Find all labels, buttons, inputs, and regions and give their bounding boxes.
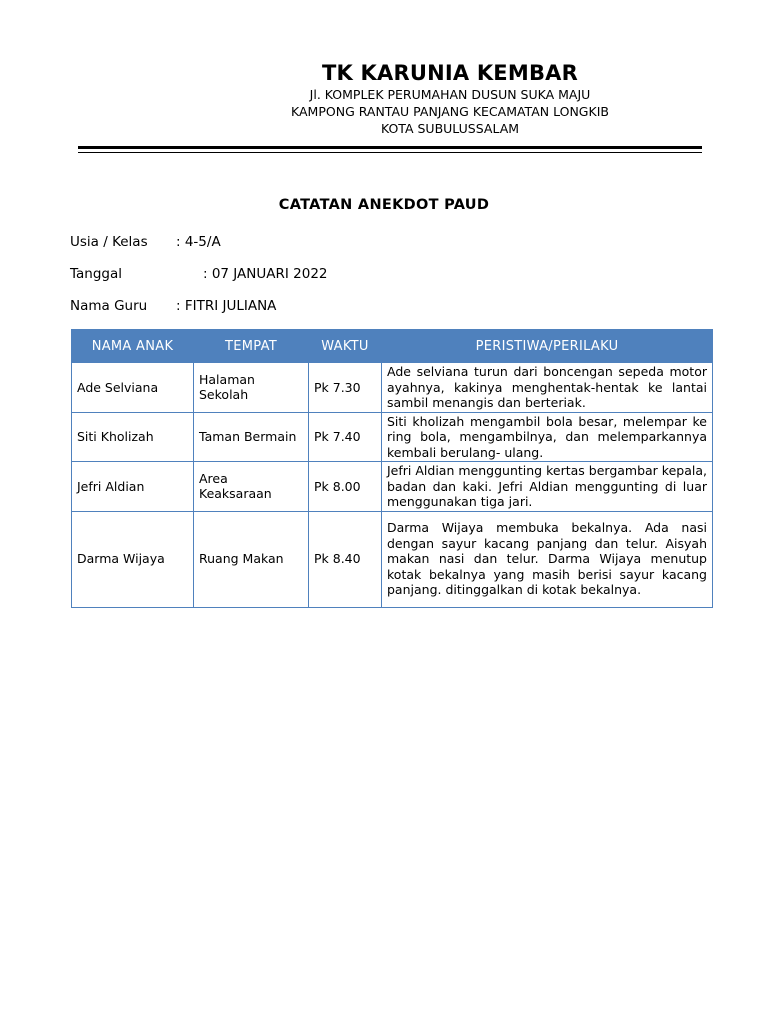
cell-place: Ruang Makan [194,511,309,607]
age-class-label: Usia / Kelas [70,234,148,250]
letterhead-divider-thick [78,146,702,149]
anecdote-table [71,329,713,608]
cell-place: Area Keaksaraan [194,462,309,512]
cell-child-name: Darma Wijaya [72,511,194,607]
table-row [72,363,713,413]
address-line-2: KAMPONG RANTAU PANJANG KECAMATAN LONGKIB [291,104,609,119]
table-row [72,462,713,512]
date-value: : 07 JANUARI 2022 [203,266,328,282]
table-header-row [72,330,713,363]
cell-child-name: Jefri Aldian [72,462,194,512]
document-title: CATATAN ANEKDOT PAUD [278,197,490,213]
address-line-3: KOTA SUBULUSSALAM [380,121,520,136]
cell-place: Taman Bermain [194,412,309,462]
cell-time: Pk 7.30 [309,363,382,413]
cell-event: Darma Wijaya membuka bekalnya. Ada nasi dengan sayur kacang panjang dan telur. Aisyah makan nasi dan telur. Darma Wijaya menutup kotak bekalnya yang masih berisi sayur kacang panjang. ditinggalkan di kotak bekalnya. [382,511,713,607]
school-name: TK KARUNIA KEMBAR [322,61,578,85]
cell-child-name: Ade Selviana [72,363,194,413]
date-label: Tanggal [70,266,123,282]
teacher-label: Nama Guru [70,298,148,314]
table-row [72,412,713,462]
cell-event: Siti kholizah mengambil bola besar, melempar ke ring bola, mengambilnya, dan melemparkannya kembali berulang- ulang. [382,412,713,462]
cell-event: Jefri Aldian menggunting kertas bergambar kepala, badan dan kaki. Jefri Aldian menggunting di luar menggunakan tiga jari. [382,462,713,512]
letterhead-divider-thin [78,152,702,153]
cell-time: Pk 8.00 [309,462,382,512]
column-header-place: TEMPAT [194,330,309,363]
cell-place: Halaman Sekolah [194,363,309,413]
address-line-1: Jl. KOMPLEK PERUMAHAN DUSUN SUKA MAJU [309,87,591,102]
cell-event: Ade selviana turun dari boncengan sepeda motor ayahnya, kakinya menghentak-hentak ke lantai sambil menangis dan berteriak. [382,363,713,413]
column-header-time: WAKTU [309,330,382,363]
cell-child-name: Siti Kholizah [72,412,194,462]
letterhead [180,60,720,137]
age-class-value: : 4-5/A [176,234,221,250]
cell-time: Pk 7.40 [309,412,382,462]
cell-time: Pk 8.40 [309,511,382,607]
column-header-event: PERISTIWA/PERILAKU [382,330,713,363]
table-row [72,511,713,607]
teacher-value: : FITRI JULIANA [176,298,277,314]
column-header-name: NAMA ANAK [72,330,194,363]
